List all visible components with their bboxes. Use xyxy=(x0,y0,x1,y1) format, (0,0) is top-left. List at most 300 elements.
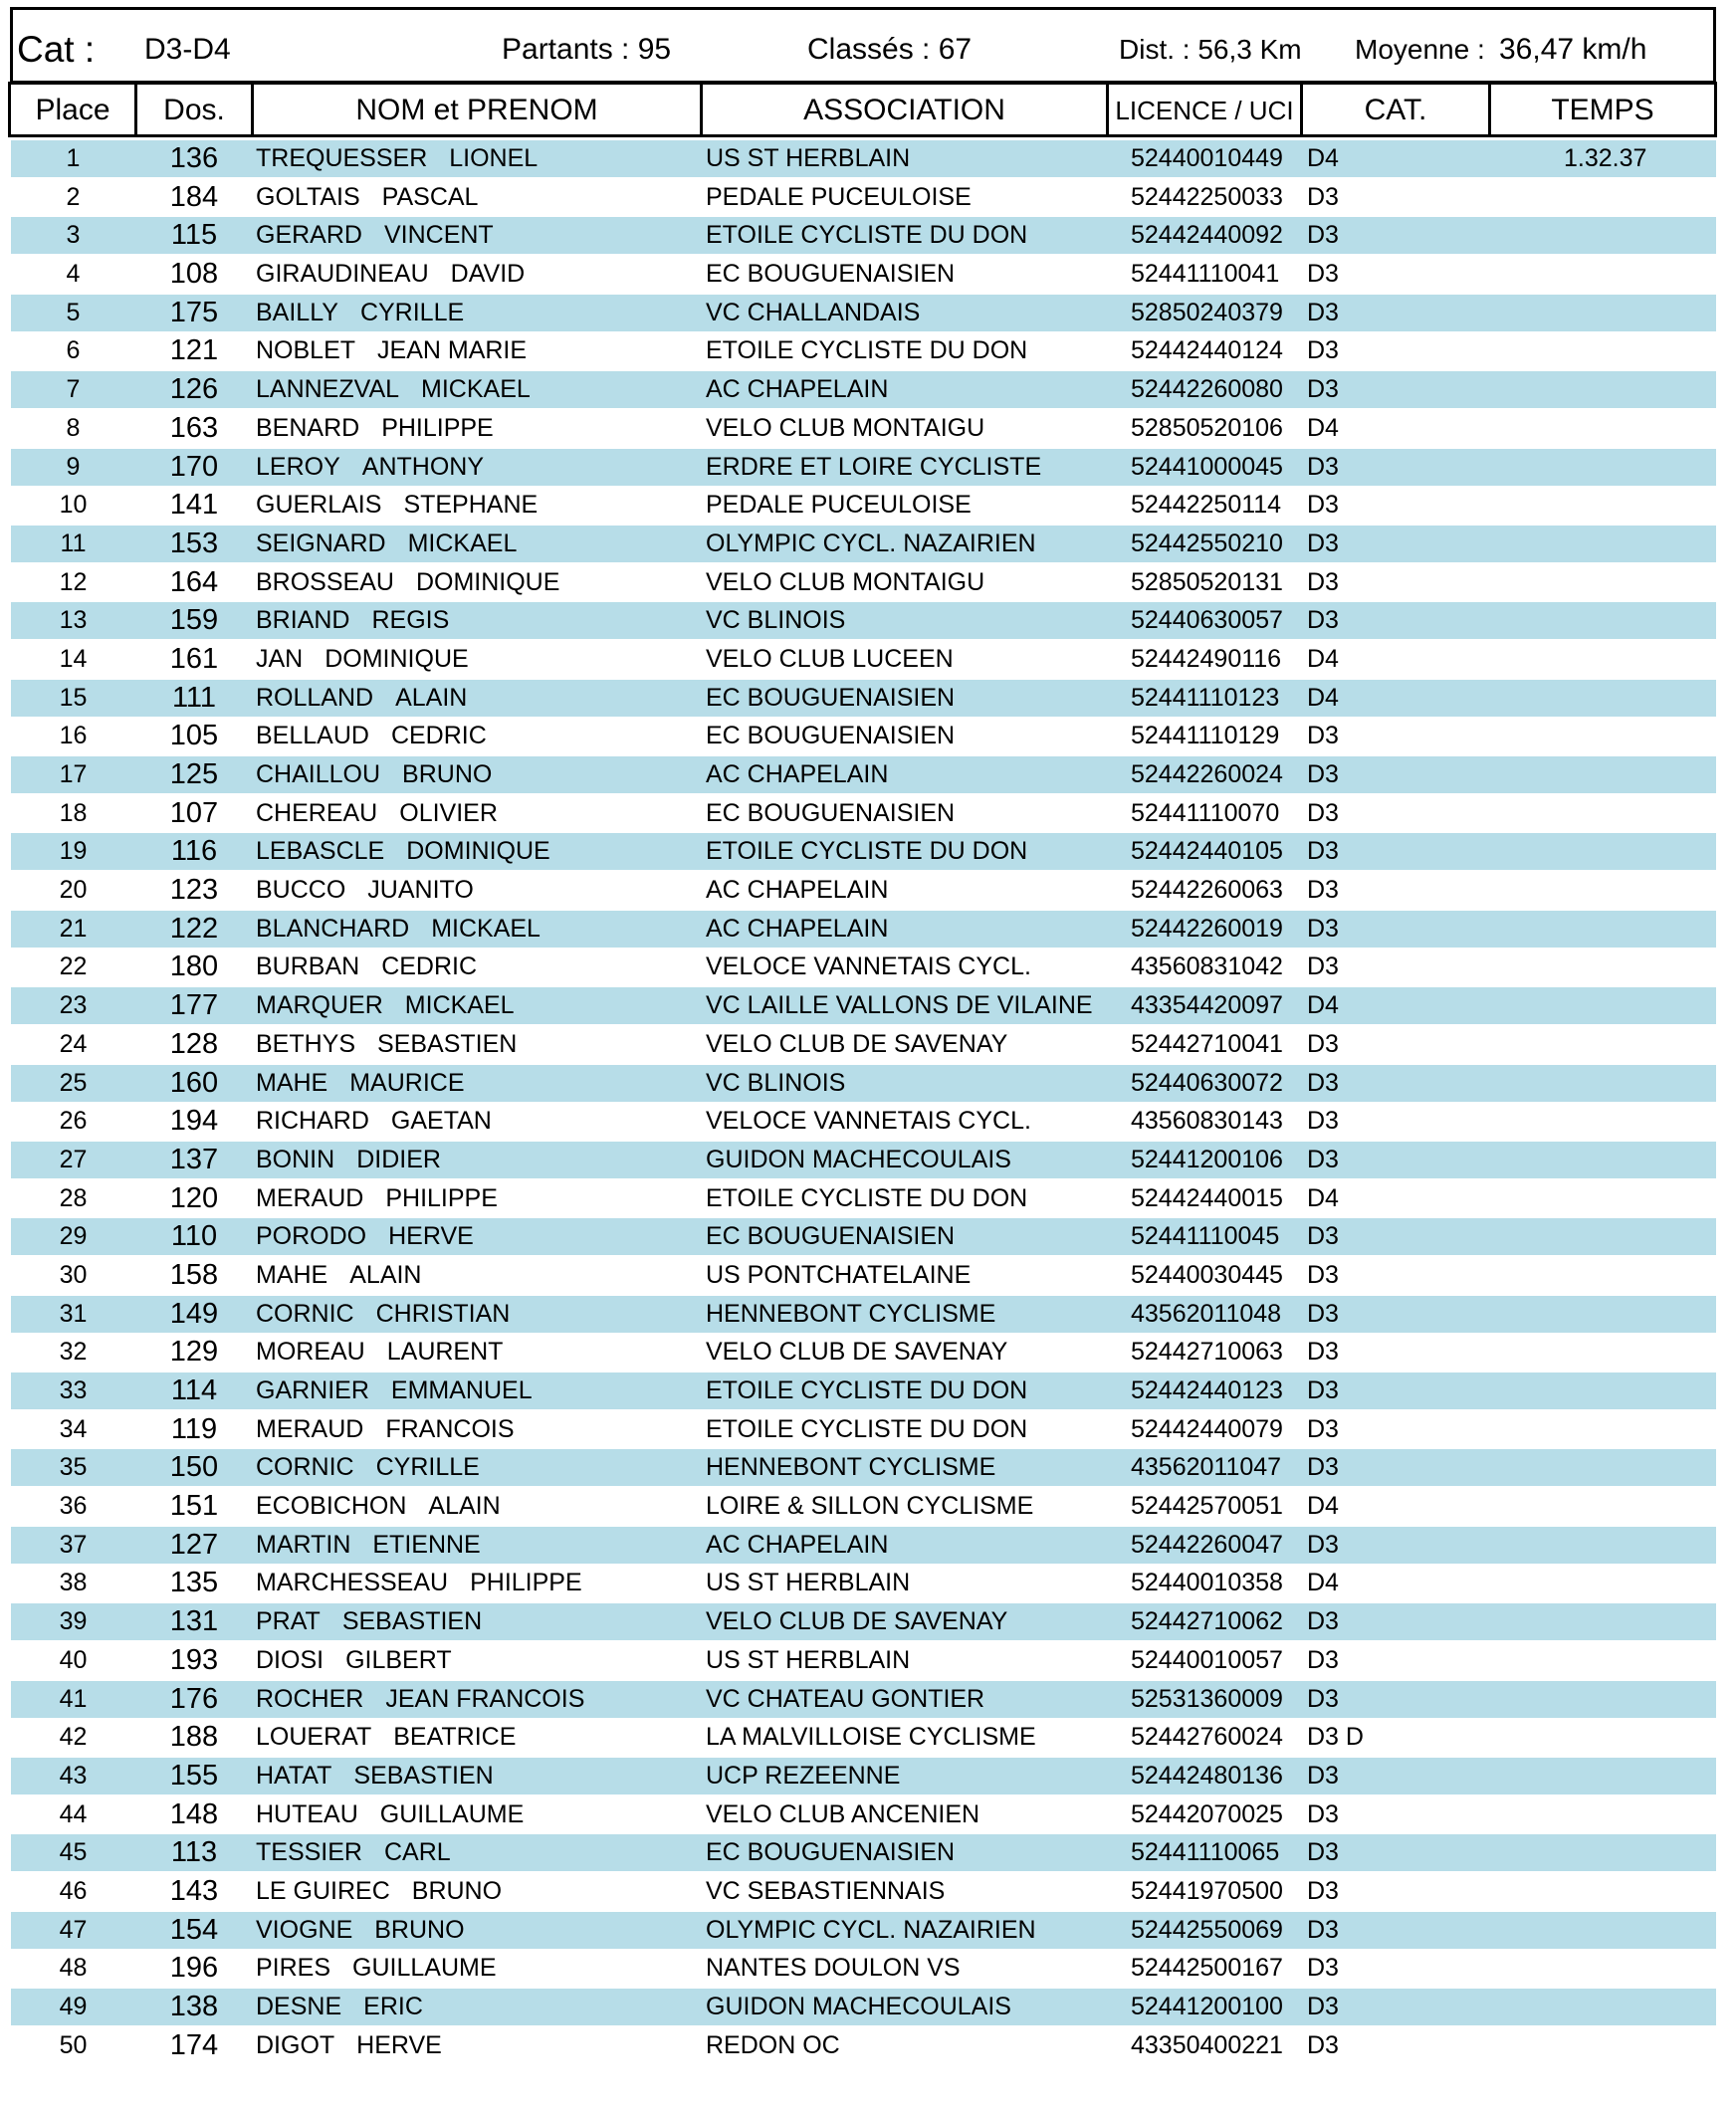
licence-cell: 52441110129 xyxy=(1131,722,1280,750)
rider-first-name: STEPHANE xyxy=(403,491,539,520)
table-row xyxy=(11,1719,1716,1756)
rider-name-cell xyxy=(256,371,531,408)
rider-name-cell xyxy=(256,911,541,948)
rider-last-name: DIOSI xyxy=(256,1645,325,1674)
rider-first-name: DOMINIQUE xyxy=(415,567,560,596)
rider-name-cell xyxy=(256,1719,516,1756)
category-cell: D3 xyxy=(1307,1222,1339,1251)
association-cell: VELO CLUB MONTAIGU xyxy=(706,567,985,596)
bib-cell: 107 xyxy=(169,796,219,829)
category-cell: D3 xyxy=(1307,375,1339,404)
place-cell: 12 xyxy=(59,567,88,596)
rider-last-name: BENARD xyxy=(256,413,360,442)
bib-cell: 126 xyxy=(169,373,219,406)
rider-name-cell xyxy=(256,140,538,177)
rider-first-name: GAETAN xyxy=(390,1107,492,1136)
place-cell: 3 xyxy=(66,221,81,250)
licence-cell: 52442480136 xyxy=(1131,1761,1283,1790)
licence-cell: 52442550210 xyxy=(1131,528,1283,557)
licence-cell: 52441200106 xyxy=(1131,1145,1283,1173)
bib-cell: 148 xyxy=(169,1797,219,1830)
bib-cell: 108 xyxy=(169,258,219,291)
place-cell: 27 xyxy=(59,1145,88,1173)
licence-cell: 52442250033 xyxy=(1131,182,1283,211)
association-cell: EC BOUGUENAISIEN xyxy=(706,722,956,750)
association-cell: VC BLINOIS xyxy=(706,606,846,635)
starters-count: Partants : 95 xyxy=(502,33,672,66)
licence-cell: 43354420097 xyxy=(1131,991,1283,1020)
table-row xyxy=(11,1989,1716,2025)
category-cell: D3 xyxy=(1307,2030,1339,2059)
category-cell: D3 xyxy=(1307,1414,1339,1443)
category-cell: D3 xyxy=(1307,182,1339,211)
rider-first-name: JEAN MARIE xyxy=(377,336,528,365)
category-cell: D3 xyxy=(1307,1799,1339,1828)
association-cell: ETOILE CYCLISTE DU DON xyxy=(706,1183,1028,1212)
rider-last-name: PRAT xyxy=(256,1607,321,1636)
table-row xyxy=(11,1411,1716,1448)
rider-last-name: DESNE xyxy=(256,1993,342,2020)
rider-first-name: MAURICE xyxy=(349,1068,465,1097)
table-row xyxy=(11,1296,1716,1333)
bib-cell: 188 xyxy=(169,1721,219,1754)
rider-name-cell xyxy=(256,641,469,678)
rider-last-name: BUCCO xyxy=(256,876,346,905)
licence-cell: 52440630072 xyxy=(1131,1068,1283,1097)
licence-cell: 52442710063 xyxy=(1131,1338,1283,1367)
licence-cell: 52850240379 xyxy=(1131,298,1283,326)
bib-cell: 153 xyxy=(169,527,219,559)
category-cell: D3 xyxy=(1307,567,1339,596)
rider-last-name: SEIGNARD xyxy=(256,528,386,557)
category-cell: D3 xyxy=(1307,1915,1339,1944)
rider-last-name: BURBAN xyxy=(256,952,360,981)
category-cell: D3 xyxy=(1307,1954,1339,1983)
table-row xyxy=(11,641,1716,678)
licence-cell: 52442260080 xyxy=(1131,375,1283,404)
rider-first-name: CYRILLE xyxy=(375,1453,480,1482)
rider-first-name: GILBERT xyxy=(345,1645,452,1674)
licence-cell: 52442570051 xyxy=(1131,1492,1283,1521)
place-cell: 44 xyxy=(59,1799,88,1828)
rider-name-cell xyxy=(256,718,487,754)
category-cell: D3 xyxy=(1307,1761,1339,1790)
association-cell: EC BOUGUENAISIEN xyxy=(706,1838,956,1867)
association-cell: ERDRE ET LOIRE CYCLISTE xyxy=(706,452,1042,481)
rider-name-cell xyxy=(256,256,525,293)
category-cell: D3 xyxy=(1307,914,1339,943)
table-row xyxy=(11,1950,1716,1987)
table-row xyxy=(11,371,1716,408)
association-cell: AC CHAPELAIN xyxy=(706,760,889,788)
table-row xyxy=(11,1603,1716,1640)
rider-first-name: CEDRIC xyxy=(390,722,487,750)
licence-cell: 52442490116 xyxy=(1131,644,1282,673)
rider-name-cell xyxy=(256,487,538,524)
table-row xyxy=(11,487,1716,524)
rider-last-name: LEBASCLE xyxy=(256,837,385,866)
association-cell: US ST HERBLAIN xyxy=(706,144,911,172)
rider-last-name: BETHYS xyxy=(256,1029,356,1058)
licence-cell: 52441110070 xyxy=(1131,798,1280,827)
column-header-place: Place xyxy=(11,85,137,134)
licence-cell: 52441110065 xyxy=(1131,1838,1280,1867)
rider-last-name: CORNIC xyxy=(256,1299,354,1328)
rider-last-name: MOREAU xyxy=(256,1338,365,1367)
rider-first-name: SEBASTIEN xyxy=(353,1761,494,1790)
association-cell: US ST HERBLAIN xyxy=(706,1645,911,1674)
rider-name-cell xyxy=(256,1873,502,1910)
table-row xyxy=(11,833,1716,870)
category-cell: D3 xyxy=(1307,221,1339,250)
column-header-association: ASSOCIATION xyxy=(703,85,1109,134)
association-cell: ETOILE CYCLISTE DU DON xyxy=(706,336,1028,365)
category-cell: D3 xyxy=(1307,260,1339,289)
rider-last-name: ECOBICHON xyxy=(256,1492,407,1521)
licence-cell: 52850520106 xyxy=(1131,413,1283,442)
licence-cell: 52441110045 xyxy=(1131,1222,1280,1251)
rider-first-name: PASCAL xyxy=(381,182,479,211)
rider-last-name: GERARD xyxy=(256,221,362,250)
category-cell: D3 xyxy=(1307,452,1339,481)
table-row xyxy=(11,256,1716,293)
rider-first-name: BRUNO xyxy=(411,1876,503,1905)
category-cell: D3 xyxy=(1307,1029,1339,1058)
place-cell: 2 xyxy=(66,182,81,211)
bib-cell: 154 xyxy=(169,1913,219,1946)
rider-name-cell xyxy=(256,1411,515,1448)
place-cell: 33 xyxy=(59,1376,88,1404)
rider-first-name: FRANCOIS xyxy=(385,1414,515,1443)
licence-cell: 52442260047 xyxy=(1131,1530,1283,1559)
licence-cell: 52442260024 xyxy=(1131,760,1283,788)
average-speed-label: Moyenne : xyxy=(1355,34,1485,65)
table-row xyxy=(11,1065,1716,1102)
licence-cell: 52531360009 xyxy=(1131,1684,1283,1713)
rider-name-cell xyxy=(256,1257,422,1294)
place-cell: 17 xyxy=(59,760,88,788)
rider-name-cell xyxy=(256,1565,582,1601)
place-cell: 22 xyxy=(59,952,88,981)
licence-cell: 52440030445 xyxy=(1131,1260,1283,1289)
place-cell: 18 xyxy=(59,798,88,827)
bib-cell: 180 xyxy=(169,950,219,983)
rider-first-name: GUILLAUME xyxy=(379,1799,525,1828)
association-cell: VELO CLUB DE SAVENAY xyxy=(706,1029,1008,1058)
table-row xyxy=(11,1142,1716,1178)
category-cell: D4 xyxy=(1307,644,1339,673)
column-header-bib: Dos. xyxy=(137,85,254,134)
table-row xyxy=(11,2027,1716,2064)
place-cell: 38 xyxy=(59,1569,88,1597)
rider-first-name: HERVE xyxy=(388,1222,474,1251)
licence-cell: 52442440015 xyxy=(1131,1183,1283,1212)
rider-name-cell xyxy=(256,987,515,1024)
place-cell: 24 xyxy=(59,1029,88,1058)
rider-last-name: PORODO xyxy=(256,1222,367,1251)
table-row xyxy=(11,1103,1716,1140)
place-cell: 7 xyxy=(66,375,81,404)
bib-cell: 116 xyxy=(170,835,218,868)
bib-cell: 121 xyxy=(169,334,219,367)
rider-first-name: DOMINIQUE xyxy=(406,837,550,866)
category-cell: D4 xyxy=(1307,144,1339,172)
association-cell: GUIDON MACHECOULAIS xyxy=(706,1993,1011,2020)
table-row xyxy=(11,756,1716,793)
category-cell: D3 xyxy=(1307,1260,1339,1289)
place-cell: 40 xyxy=(59,1645,88,1674)
bib-cell: 150 xyxy=(169,1451,219,1484)
rider-first-name: PHILIPPE xyxy=(470,1569,582,1597)
place-cell: 35 xyxy=(59,1453,88,1482)
place-cell: 25 xyxy=(59,1068,88,1097)
rider-last-name: LOUERAT xyxy=(256,1723,372,1752)
association-cell: VELO CLUB MONTAIGU xyxy=(706,413,985,442)
licence-cell: 52441000045 xyxy=(1131,452,1283,481)
bib-cell: 194 xyxy=(169,1105,219,1138)
rider-last-name: ROLLAND xyxy=(256,683,374,712)
place-cell: 14 xyxy=(59,644,88,673)
association-cell: VELO CLUB ANCENIEN xyxy=(706,1799,980,1828)
rider-last-name: VIOGNE xyxy=(256,1915,353,1944)
licence-cell: 52441110123 xyxy=(1131,683,1280,712)
place-cell: 39 xyxy=(59,1607,88,1636)
bib-cell: 138 xyxy=(169,1991,219,2022)
licence-cell: 52442440079 xyxy=(1131,1414,1283,1443)
place-cell: 30 xyxy=(59,1260,88,1289)
bib-cell: 143 xyxy=(169,1874,219,1907)
place-cell: 29 xyxy=(59,1222,88,1251)
licence-cell: 43562011048 xyxy=(1131,1299,1282,1328)
category-cell: D3 xyxy=(1307,1145,1339,1173)
place-cell: 8 xyxy=(66,413,81,442)
table-row xyxy=(11,1873,1716,1910)
rider-name-cell xyxy=(256,1989,423,2025)
category-cell: D3 D xyxy=(1307,1723,1364,1752)
rider-name-cell xyxy=(256,449,484,486)
rider-name-cell xyxy=(256,1642,452,1679)
bib-cell: 135 xyxy=(169,1567,219,1599)
category-cell: D3 xyxy=(1307,336,1339,365)
association-cell: US ST HERBLAIN xyxy=(706,1569,911,1597)
category-cell: D3 xyxy=(1307,722,1339,750)
category-cell: D3 xyxy=(1307,952,1339,981)
bib-cell: 105 xyxy=(169,720,219,752)
bib-cell: 170 xyxy=(169,450,219,483)
rider-first-name: DIDIER xyxy=(356,1145,441,1173)
association-cell: VC LAILLE VALLONS DE VILAINE xyxy=(706,991,1093,1020)
bib-cell: 122 xyxy=(169,912,219,945)
rider-first-name: ANTHONY xyxy=(361,452,484,481)
table-row xyxy=(11,217,1716,254)
association-cell: LOIRE & SILLON CYCLISME xyxy=(706,1492,1034,1521)
table-row xyxy=(11,1218,1716,1255)
rider-first-name: ALAIN xyxy=(395,683,468,712)
licence-cell: 43560831042 xyxy=(1131,952,1283,981)
rider-first-name: EMMANUEL xyxy=(390,1376,533,1404)
bib-cell: 129 xyxy=(169,1336,219,1369)
bib-cell: 163 xyxy=(169,411,219,444)
licence-cell: 52442440124 xyxy=(1131,336,1283,365)
place-cell: 15 xyxy=(59,683,88,712)
place-cell: 37 xyxy=(59,1530,88,1559)
place-cell: 16 xyxy=(59,722,88,750)
bib-cell: 127 xyxy=(169,1528,219,1561)
licence-cell: 52441110041 xyxy=(1131,260,1280,289)
category-cell: D3 xyxy=(1307,1453,1339,1482)
licence-cell: 43560830143 xyxy=(1131,1107,1283,1136)
category-cell: D4 xyxy=(1307,683,1339,712)
table-row xyxy=(11,1527,1716,1564)
race-info-box xyxy=(10,7,1716,84)
bib-cell: 115 xyxy=(170,219,218,252)
bib-cell: 110 xyxy=(170,1220,218,1253)
rider-first-name: MICKAEL xyxy=(431,914,541,943)
category-cell: D3 xyxy=(1307,837,1339,866)
rider-last-name: BAILLY xyxy=(256,298,338,326)
table-row xyxy=(11,911,1716,948)
association-cell: VELOCE VANNETAIS CYCL. xyxy=(706,1107,1031,1136)
category-cell: D3 xyxy=(1307,1107,1339,1136)
licence-cell: 52440010358 xyxy=(1131,1569,1283,1597)
rider-first-name: HERVE xyxy=(356,2030,442,2059)
place-cell: 47 xyxy=(59,1915,88,1944)
rider-name-cell xyxy=(256,949,477,985)
category-cell: D3 xyxy=(1307,1838,1339,1867)
bib-cell: 151 xyxy=(169,1490,219,1523)
rider-name-cell xyxy=(256,1103,492,1140)
race-distance: Dist. : 56,3 Km xyxy=(1119,34,1302,65)
licence-cell: 52850520131 xyxy=(1131,567,1283,596)
category-cell: D3 xyxy=(1307,606,1339,635)
results-table-body xyxy=(11,140,1716,2065)
category-cell: D3 xyxy=(1307,528,1339,557)
category-value: D3-D4 xyxy=(144,33,231,66)
rider-first-name: ETIENNE xyxy=(372,1530,481,1559)
table-row xyxy=(11,949,1716,985)
rider-name-cell xyxy=(256,680,467,717)
licence-cell: 52442710062 xyxy=(1131,1607,1283,1636)
place-cell: 34 xyxy=(59,1414,88,1443)
rider-first-name: CYRILLE xyxy=(359,298,465,326)
category-cell: D3 xyxy=(1307,1068,1339,1097)
bib-cell: 141 xyxy=(169,489,219,522)
licence-cell: 52441970500 xyxy=(1131,1876,1283,1905)
rider-name-cell xyxy=(256,1296,510,1333)
rider-last-name: JAN xyxy=(256,644,304,673)
place-cell: 42 xyxy=(59,1723,88,1752)
table-row xyxy=(11,1372,1716,1409)
bib-cell: 184 xyxy=(169,180,219,213)
licence-cell: 52442250114 xyxy=(1131,491,1282,520)
table-row xyxy=(11,795,1716,832)
rider-first-name: JUANITO xyxy=(367,876,474,905)
association-cell: ETOILE CYCLISTE DU DON xyxy=(706,1376,1028,1404)
table-row xyxy=(11,1334,1716,1371)
category-label: Cat : xyxy=(17,29,96,70)
licence-cell: 52441200100 xyxy=(1131,1993,1283,2020)
licence-cell: 52442260019 xyxy=(1131,914,1283,943)
bib-cell: 137 xyxy=(169,1143,219,1175)
table-row xyxy=(11,1026,1716,1063)
rider-name-cell xyxy=(256,332,527,369)
association-cell: ETOILE CYCLISTE DU DON xyxy=(706,221,1028,250)
category-cell: D3 xyxy=(1307,491,1339,520)
average-speed-value: 36,47 km/h xyxy=(1499,33,1647,66)
table-row xyxy=(11,449,1716,486)
rider-last-name: PIRES xyxy=(256,1954,331,1983)
rider-first-name: MICKAEL xyxy=(407,528,518,557)
association-cell: VELO CLUB LUCEEN xyxy=(706,644,954,673)
table-row xyxy=(11,332,1716,369)
place-cell: 10 xyxy=(59,491,88,520)
bib-cell: 119 xyxy=(170,1412,218,1445)
rider-first-name: OLIVIER xyxy=(399,798,498,827)
rider-first-name: CHRISTIAN xyxy=(375,1299,511,1328)
table-row xyxy=(11,179,1716,216)
rider-first-name: BRUNO xyxy=(374,1915,465,1944)
rider-name-cell xyxy=(256,1449,480,1486)
table-row xyxy=(11,1180,1716,1217)
rider-first-name: CARL xyxy=(383,1838,451,1867)
rider-name-cell xyxy=(256,2027,442,2064)
column-header-time: TEMPS xyxy=(1551,94,1654,126)
rider-last-name: BROSSEAU xyxy=(256,567,394,596)
category-cell: D3 xyxy=(1307,798,1339,827)
association-cell: VELO CLUB DE SAVENAY xyxy=(706,1607,1008,1636)
table-row xyxy=(11,295,1716,331)
rider-last-name: HATAT xyxy=(256,1761,332,1790)
rider-last-name: ROCHER xyxy=(256,1684,364,1713)
bib-cell: 149 xyxy=(169,1297,219,1330)
bib-cell: 136 xyxy=(169,142,219,174)
rider-last-name: GOLTAIS xyxy=(256,182,360,211)
table-row xyxy=(11,410,1716,447)
bib-cell: 158 xyxy=(169,1258,219,1291)
rider-name-cell xyxy=(256,833,550,870)
place-cell: 50 xyxy=(59,2030,88,2059)
place-cell: 13 xyxy=(59,606,88,635)
rider-first-name: PHILIPPE xyxy=(385,1183,498,1212)
rider-last-name: MERAUD xyxy=(256,1414,364,1443)
rider-name-cell xyxy=(256,217,494,254)
rider-last-name: LANNEZVAL xyxy=(256,375,400,404)
category-cell: D3 xyxy=(1307,1645,1339,1674)
place-cell: 28 xyxy=(59,1183,88,1212)
rider-last-name: TESSIER xyxy=(256,1838,362,1867)
rider-first-name: ALAIN xyxy=(428,1492,501,1521)
licence-cell: 52442710041 xyxy=(1131,1029,1283,1058)
rider-last-name: MAHE xyxy=(256,1260,328,1289)
bib-cell: 120 xyxy=(169,1181,219,1214)
table-row xyxy=(11,1681,1716,1718)
association-cell: LA MALVILLOISE CYCLISME xyxy=(706,1723,1036,1752)
rider-name-cell xyxy=(256,526,517,562)
rider-name-cell xyxy=(256,1026,517,1063)
bib-cell: 159 xyxy=(169,604,219,637)
rider-last-name: TREQUESSER xyxy=(256,144,428,172)
table-row xyxy=(11,1834,1716,1871)
place-cell: 9 xyxy=(66,452,81,481)
rider-last-name: MERAUD xyxy=(256,1183,364,1212)
rider-last-name: BONIN xyxy=(256,1145,335,1173)
category-cell: D3 xyxy=(1307,1530,1339,1559)
licence-cell: 52442440092 xyxy=(1131,221,1283,250)
rider-last-name: NOBLET xyxy=(256,336,356,365)
classified-count: Classés : 67 xyxy=(807,33,973,66)
rider-first-name: BEATRICE xyxy=(393,1723,517,1752)
association-cell: HENNEBONT CYCLISME xyxy=(706,1299,996,1328)
